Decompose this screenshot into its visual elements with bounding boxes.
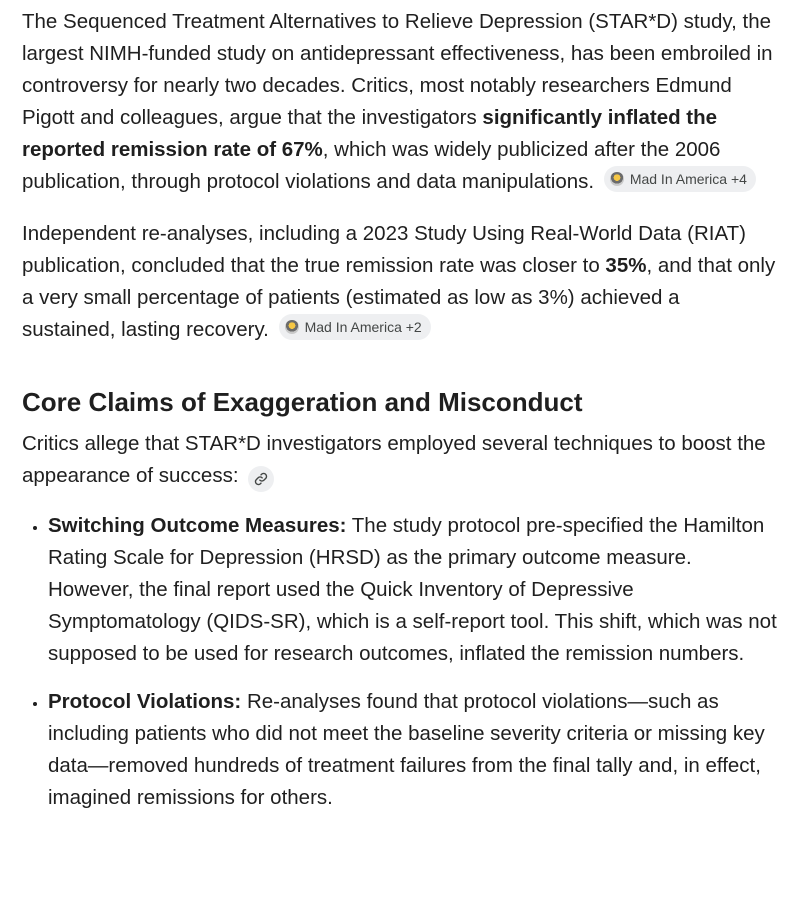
list-item (48, 510, 778, 670)
source-chip-2[interactable] (279, 314, 431, 340)
list-item (48, 686, 778, 814)
source-chip-label: Mad In America +4 (629, 171, 747, 187)
bullet-text: The study protocol pre-specified the Hamilton Rating Scale for Depression (HRSD) as the primary outcome measure. However, the final report used the Quick Inventory of Depressive Symptomatology (QIDS-SR), which is a self-report tool. This shift, which was not supposed to be used for research outcomes, inflated the remission numbers. (48, 514, 777, 665)
claims-list (22, 510, 778, 814)
link-icon[interactable] (248, 466, 274, 492)
intro-p2-text: Independent re-analyses, including a 2023 Study Using Real-World Data (RIAT) publication, concluded that the true remission rate was closer to (22, 222, 746, 277)
intro-p2-emphasis: 35% (605, 254, 647, 277)
bullet-text: Re-analyses found that protocol violations—such as including patients who did not meet the baseline severity criteria or missing key data—removed hundreds of treatment failures from the final tally and, in effect, imagined remissions for others. (48, 690, 765, 809)
source-chip-1[interactable] (604, 166, 756, 192)
mad-in-america-favicon-icon (285, 320, 299, 334)
intro-p1-emphasis: significantly inflated the reported remission rate of 67% (22, 106, 718, 161)
source-chip-label: Mad In America +2 (304, 319, 422, 335)
intro-paragraph-2 (22, 218, 778, 346)
mad-in-america-favicon-icon (610, 172, 624, 186)
section-lead-text: Critics allege that STAR*D investigators employed several techniques to boost the appearance of success: (22, 432, 766, 487)
bullet-title: Protocol Violations: (48, 690, 242, 713)
intro-paragraph-1 (22, 6, 778, 198)
section-lead (22, 428, 778, 492)
intro-p2-text-end: , and that only a very small percentage of patients (estimated as low as 3%) achieved a sustained, lasting recovery. (22, 254, 776, 341)
intro-p1-text: The Sequenced Treatment Alternatives to Relieve Depression (STAR*D) study, the largest NIMH-funded study on antidepressant effectiveness, has been embroiled in controversy for nearly two decades. Critics, most notably researchers Edmund Pigott and colleagues, argue that the investigators (22, 10, 773, 129)
bullet-title: Switching Outcome Measures: (48, 514, 347, 537)
intro-p1-text-end: , which was widely publicized after the 2006 publication, through protocol violations and data manipulations. (22, 138, 721, 193)
section-heading: Core Claims of Exaggeration and Misconduct (22, 387, 583, 417)
